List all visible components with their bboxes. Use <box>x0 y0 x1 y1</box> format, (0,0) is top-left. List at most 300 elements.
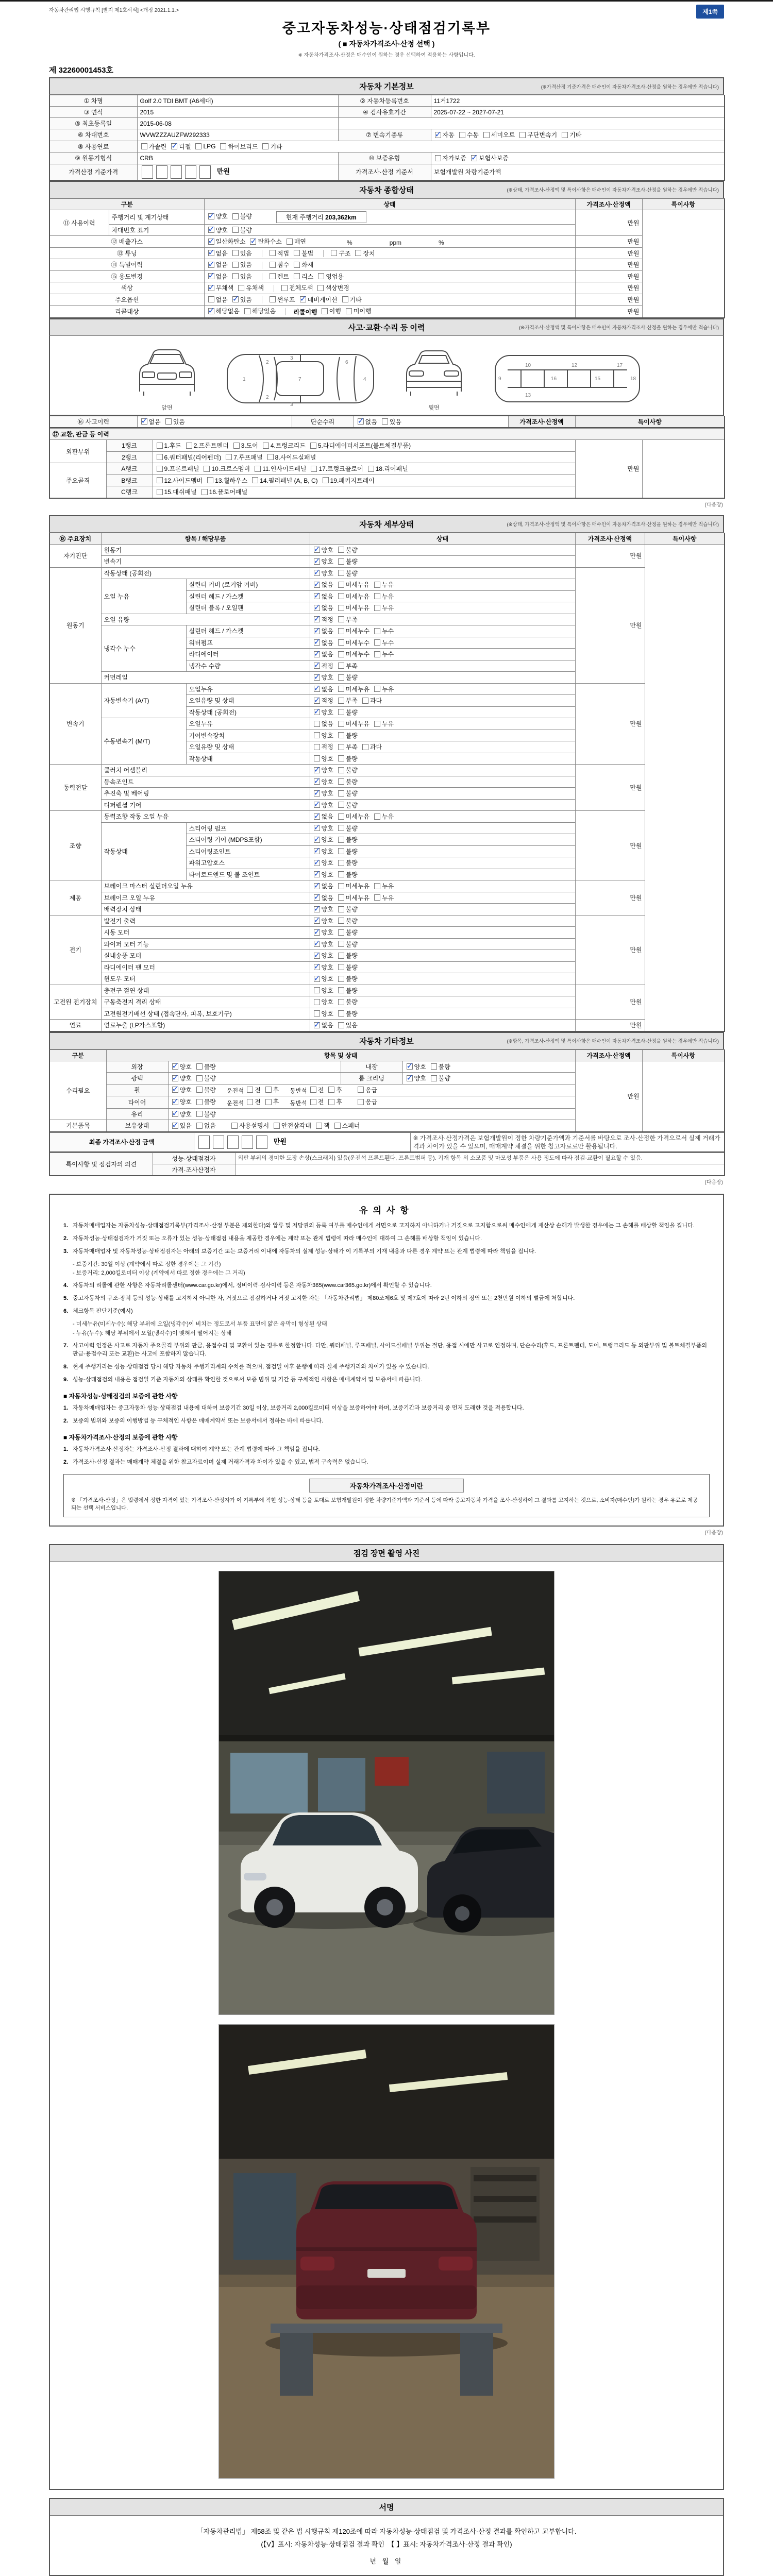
checkbox-option[interactable] <box>323 476 375 485</box>
unchecked-checkbox-icon[interactable] <box>338 848 344 854</box>
checkbox-option[interactable] <box>250 237 281 246</box>
unchecked-checkbox-icon[interactable] <box>157 443 163 449</box>
checked-checkbox-icon[interactable] <box>208 250 214 256</box>
checkbox-option[interactable] <box>208 283 234 292</box>
unchecked-checkbox-icon[interactable] <box>310 1087 316 1093</box>
checkbox-option[interactable] <box>314 766 333 774</box>
checkbox-option[interactable] <box>208 237 246 246</box>
unchecked-checkbox-icon[interactable] <box>322 308 328 314</box>
checkbox-option[interactable] <box>208 307 240 315</box>
checkbox-option[interactable] <box>562 130 581 139</box>
unchecked-checkbox-icon[interactable] <box>157 489 163 495</box>
checkbox-option[interactable] <box>196 1097 216 1106</box>
unchecked-checkbox-icon[interactable] <box>294 250 300 256</box>
checked-checkbox-icon[interactable] <box>314 547 320 553</box>
checkbox-option[interactable] <box>172 1062 192 1071</box>
unchecked-checkbox-icon[interactable] <box>459 132 465 138</box>
checkbox-option[interactable] <box>374 719 394 728</box>
checkbox-option[interactable] <box>338 974 358 983</box>
unchecked-checkbox-icon[interactable] <box>294 262 300 268</box>
checkbox-option[interactable] <box>157 441 181 450</box>
checkbox-option[interactable] <box>374 603 394 612</box>
unchecked-checkbox-icon[interactable] <box>157 477 163 483</box>
unchecked-checkbox-icon[interactable] <box>338 883 344 889</box>
checkbox-option[interactable] <box>238 283 264 292</box>
checkbox-option[interactable] <box>459 130 479 139</box>
checkbox-option[interactable] <box>265 1097 279 1106</box>
checkbox-option[interactable] <box>171 142 191 151</box>
checkbox-option[interactable] <box>274 1121 311 1130</box>
unchecked-checkbox-icon[interactable] <box>338 906 344 912</box>
unchecked-checkbox-icon[interactable] <box>338 837 344 843</box>
unchecked-checkbox-icon[interactable] <box>338 686 344 692</box>
checkbox-option[interactable] <box>247 1086 261 1094</box>
checkbox-option[interactable] <box>338 626 369 635</box>
checkbox-option[interactable] <box>338 650 369 658</box>
checked-checkbox-icon[interactable] <box>314 709 320 715</box>
unchecked-checkbox-icon[interactable] <box>310 1099 316 1105</box>
checkbox-option[interactable] <box>374 685 394 693</box>
checked-checkbox-icon[interactable] <box>407 1063 413 1070</box>
unchecked-checkbox-icon[interactable] <box>247 1087 253 1093</box>
checkbox-option[interactable] <box>374 638 394 647</box>
checkbox-option[interactable] <box>232 249 252 258</box>
checkbox-option[interactable] <box>338 812 369 821</box>
checkbox-option[interactable] <box>338 928 358 937</box>
checkbox-option[interactable] <box>314 592 333 601</box>
checkbox-option[interactable] <box>270 249 289 258</box>
unchecked-checkbox-icon[interactable] <box>226 454 232 460</box>
checkbox-option[interactable] <box>287 237 306 246</box>
checkbox-option[interactable] <box>338 673 358 682</box>
unchecked-checkbox-icon[interactable] <box>232 227 239 233</box>
checkbox-option[interactable] <box>226 453 262 462</box>
checkbox-option[interactable] <box>338 858 358 867</box>
checkbox-option[interactable] <box>157 453 222 462</box>
checked-checkbox-icon[interactable] <box>208 239 214 245</box>
checked-checkbox-icon[interactable] <box>314 570 320 576</box>
checkbox-option[interactable] <box>338 719 369 728</box>
checkbox-option[interactable] <box>300 295 338 304</box>
unchecked-checkbox-icon[interactable] <box>338 790 344 796</box>
checkbox-option[interactable] <box>314 951 333 960</box>
checkbox-option[interactable] <box>314 928 333 937</box>
checkbox-option[interactable] <box>232 212 252 221</box>
checkbox-option[interactable] <box>195 143 215 150</box>
unchecked-checkbox-icon[interactable] <box>374 628 380 634</box>
checkbox-option[interactable] <box>314 719 333 728</box>
checkbox-option[interactable] <box>338 801 358 809</box>
checkbox-option[interactable] <box>338 893 369 902</box>
checkbox-option[interactable] <box>338 882 369 890</box>
unchecked-checkbox-icon[interactable] <box>338 964 344 970</box>
unchecked-checkbox-icon[interactable] <box>374 639 380 646</box>
checkbox-option[interactable] <box>314 812 333 821</box>
unchecked-checkbox-icon[interactable] <box>431 1075 437 1081</box>
checkbox-option[interactable] <box>358 1086 377 1094</box>
unchecked-checkbox-icon[interactable] <box>314 732 320 738</box>
checkbox-option[interactable] <box>314 696 333 705</box>
checkbox-option[interactable] <box>483 130 515 139</box>
checkbox-option[interactable] <box>314 905 333 913</box>
unchecked-checkbox-icon[interactable] <box>338 918 344 924</box>
unchecked-checkbox-icon[interactable] <box>314 721 320 727</box>
checkbox-option[interactable] <box>207 476 247 485</box>
checkbox-option[interactable] <box>338 731 358 740</box>
checked-checkbox-icon[interactable] <box>172 1111 178 1117</box>
checkbox-option[interactable] <box>310 1086 324 1094</box>
unchecked-checkbox-icon[interactable] <box>265 1099 272 1105</box>
unchecked-checkbox-icon[interactable] <box>328 1087 334 1093</box>
checked-checkbox-icon[interactable] <box>172 1063 178 1070</box>
unchecked-checkbox-icon[interactable] <box>338 616 344 622</box>
unchecked-checkbox-icon[interactable] <box>338 953 344 959</box>
checked-checkbox-icon[interactable] <box>314 767 320 773</box>
unchecked-checkbox-icon[interactable] <box>338 744 344 750</box>
checked-checkbox-icon[interactable] <box>314 616 320 622</box>
unchecked-checkbox-icon[interactable] <box>338 605 344 611</box>
checkbox-option[interactable] <box>317 283 349 292</box>
unchecked-checkbox-icon[interactable] <box>435 155 441 161</box>
unchecked-checkbox-icon[interactable] <box>314 1010 320 1016</box>
unchecked-checkbox-icon[interactable] <box>314 987 320 993</box>
checked-checkbox-icon[interactable] <box>314 976 320 982</box>
checked-checkbox-icon[interactable] <box>314 918 320 924</box>
unchecked-checkbox-icon[interactable] <box>338 547 344 553</box>
checkbox-option[interactable] <box>338 1009 358 1018</box>
checkbox-option[interactable] <box>232 295 252 304</box>
unchecked-checkbox-icon[interactable] <box>374 582 380 588</box>
checkbox-option[interactable] <box>232 260 252 269</box>
checkbox-option[interactable] <box>314 557 333 566</box>
unchecked-checkbox-icon[interactable] <box>208 296 214 302</box>
checkbox-option[interactable] <box>196 1121 216 1130</box>
checked-checkbox-icon[interactable] <box>208 213 214 219</box>
checkbox-option[interactable] <box>368 464 408 473</box>
checkbox-option[interactable] <box>374 893 394 902</box>
checked-checkbox-icon[interactable] <box>471 155 477 161</box>
checkbox-option[interactable] <box>270 272 289 281</box>
checkbox-option[interactable] <box>338 986 358 995</box>
unchecked-checkbox-icon[interactable] <box>374 686 380 692</box>
checked-checkbox-icon[interactable] <box>172 1099 178 1105</box>
unchecked-checkbox-icon[interactable] <box>255 466 261 472</box>
unchecked-checkbox-icon[interactable] <box>317 285 324 291</box>
checkbox-option[interactable] <box>519 130 557 139</box>
unchecked-checkbox-icon[interactable] <box>374 814 380 820</box>
checkbox-option[interactable] <box>281 283 313 292</box>
checkbox-option[interactable] <box>314 626 333 635</box>
checked-checkbox-icon[interactable] <box>314 651 320 657</box>
checkbox-option[interactable] <box>265 1086 279 1094</box>
unchecked-checkbox-icon[interactable] <box>338 814 344 820</box>
checkbox-option[interactable] <box>208 295 228 304</box>
checkbox-option[interactable] <box>314 650 333 658</box>
checkbox-option[interactable] <box>338 603 369 612</box>
unchecked-checkbox-icon[interactable] <box>338 721 344 727</box>
checked-checkbox-icon[interactable] <box>300 296 306 302</box>
checkbox-option[interactable] <box>157 487 197 496</box>
checkbox-option[interactable] <box>294 249 313 258</box>
checkbox-option[interactable] <box>314 546 333 554</box>
checkbox-option[interactable] <box>338 696 358 705</box>
unchecked-checkbox-icon[interactable] <box>196 1111 203 1117</box>
checkbox-option[interactable] <box>294 260 313 269</box>
checkbox-option[interactable] <box>471 154 509 162</box>
unchecked-checkbox-icon[interactable] <box>274 1123 280 1129</box>
checked-checkbox-icon[interactable] <box>208 273 214 279</box>
checkbox-option[interactable] <box>338 546 358 554</box>
checkbox-option[interactable] <box>314 615 333 624</box>
unchecked-checkbox-icon[interactable] <box>196 1087 203 1093</box>
unchecked-checkbox-icon[interactable] <box>338 755 344 761</box>
checked-checkbox-icon[interactable] <box>314 837 320 843</box>
checked-checkbox-icon[interactable] <box>314 894 320 901</box>
unchecked-checkbox-icon[interactable] <box>311 466 317 472</box>
checkbox-option[interactable] <box>172 1086 192 1094</box>
unchecked-checkbox-icon[interactable] <box>338 941 344 947</box>
checked-checkbox-icon[interactable] <box>314 1022 320 1028</box>
checkbox-option[interactable] <box>314 603 333 612</box>
checkbox-option[interactable] <box>382 417 401 426</box>
checked-checkbox-icon[interactable] <box>208 285 214 291</box>
unchecked-checkbox-icon[interactable] <box>196 1123 203 1129</box>
unchecked-checkbox-icon[interactable] <box>294 273 300 279</box>
checkbox-option[interactable] <box>314 1009 333 1018</box>
unchecked-checkbox-icon[interactable] <box>233 443 240 449</box>
unchecked-checkbox-icon[interactable] <box>338 871 344 877</box>
checked-checkbox-icon[interactable] <box>171 143 177 149</box>
unchecked-checkbox-icon[interactable] <box>355 250 361 256</box>
unchecked-checkbox-icon[interactable] <box>338 767 344 773</box>
checked-checkbox-icon[interactable] <box>208 262 214 268</box>
unchecked-checkbox-icon[interactable] <box>338 1022 344 1028</box>
checkbox-option[interactable] <box>314 801 333 809</box>
checked-checkbox-icon[interactable] <box>314 825 320 831</box>
checkbox-option[interactable] <box>311 464 363 473</box>
checkbox-option[interactable] <box>342 295 362 304</box>
unchecked-checkbox-icon[interactable] <box>232 250 239 256</box>
checked-checkbox-icon[interactable] <box>314 848 320 854</box>
checkbox-option[interactable] <box>314 638 333 647</box>
checkbox-option[interactable] <box>196 1062 216 1071</box>
checkbox-option[interactable] <box>233 441 258 450</box>
unchecked-checkbox-icon[interactable] <box>338 999 344 1005</box>
unchecked-checkbox-icon[interactable] <box>338 778 344 785</box>
unchecked-checkbox-icon[interactable] <box>362 698 368 704</box>
checkbox-option[interactable] <box>338 662 358 670</box>
checkbox-option[interactable] <box>208 212 228 221</box>
checkbox-option[interactable] <box>157 476 203 485</box>
unchecked-checkbox-icon[interactable] <box>346 308 352 314</box>
checkbox-option[interactable] <box>244 307 276 315</box>
checkbox-option[interactable] <box>314 882 333 890</box>
checkbox-option[interactable] <box>263 441 306 450</box>
checkbox-option[interactable] <box>310 1097 324 1106</box>
unchecked-checkbox-icon[interactable] <box>232 213 239 219</box>
checkbox-option[interactable] <box>262 142 282 151</box>
unchecked-checkbox-icon[interactable] <box>382 418 388 425</box>
checkbox-option[interactable] <box>346 307 372 315</box>
unchecked-checkbox-icon[interactable] <box>165 418 172 425</box>
checkbox-option[interactable] <box>314 824 333 833</box>
checkbox-option[interactable] <box>338 1021 358 1029</box>
checkbox-option[interactable] <box>231 1121 269 1130</box>
unchecked-checkbox-icon[interactable] <box>338 570 344 576</box>
checkbox-option[interactable] <box>338 615 358 624</box>
unchecked-checkbox-icon[interactable] <box>201 489 208 495</box>
checkbox-option[interactable] <box>208 260 228 269</box>
unchecked-checkbox-icon[interactable] <box>431 1063 437 1070</box>
checkbox-option[interactable] <box>358 417 377 426</box>
unchecked-checkbox-icon[interactable] <box>338 894 344 901</box>
checkbox-option[interactable] <box>314 893 333 902</box>
checkbox-option[interactable] <box>362 696 382 705</box>
checkbox-option[interactable] <box>338 685 369 693</box>
unchecked-checkbox-icon[interactable] <box>338 860 344 866</box>
unchecked-checkbox-icon[interactable] <box>310 443 316 449</box>
checked-checkbox-icon[interactable] <box>314 941 320 947</box>
checkbox-option[interactable] <box>314 731 333 740</box>
unchecked-checkbox-icon[interactable] <box>562 132 568 138</box>
checkbox-option[interactable] <box>294 272 313 281</box>
checkbox-option[interactable] <box>338 789 358 798</box>
unchecked-checkbox-icon[interactable] <box>252 477 258 483</box>
unchecked-checkbox-icon[interactable] <box>374 883 380 889</box>
checkbox-option[interactable] <box>318 272 344 281</box>
unchecked-checkbox-icon[interactable] <box>338 709 344 715</box>
checked-checkbox-icon[interactable] <box>314 790 320 796</box>
checkbox-option[interactable] <box>407 1062 426 1071</box>
checkbox-option[interactable] <box>314 789 333 798</box>
checked-checkbox-icon[interactable] <box>314 814 320 820</box>
unchecked-checkbox-icon[interactable] <box>196 1099 203 1105</box>
checked-checkbox-icon[interactable] <box>314 929 320 936</box>
unchecked-checkbox-icon[interactable] <box>374 605 380 611</box>
checkbox-option[interactable] <box>314 754 333 763</box>
checkbox-option[interactable] <box>172 1074 192 1082</box>
checkbox-option[interactable] <box>338 847 358 856</box>
checkbox-option[interactable] <box>267 453 316 462</box>
checkbox-option[interactable] <box>314 974 333 983</box>
unchecked-checkbox-icon[interactable] <box>338 929 344 936</box>
unchecked-checkbox-icon[interactable] <box>334 1123 341 1129</box>
checkbox-option[interactable] <box>358 1097 377 1106</box>
checkbox-option[interactable] <box>165 417 185 426</box>
checkbox-option[interactable] <box>316 1121 330 1130</box>
unchecked-checkbox-icon[interactable] <box>338 651 344 657</box>
checkbox-option[interactable] <box>196 1074 216 1082</box>
checkbox-option[interactable] <box>338 997 358 1006</box>
checkbox-option[interactable] <box>314 742 333 751</box>
unchecked-checkbox-icon[interactable] <box>338 698 344 704</box>
checked-checkbox-icon[interactable] <box>314 605 320 611</box>
unchecked-checkbox-icon[interactable] <box>157 466 163 472</box>
checkbox-option[interactable] <box>355 249 375 258</box>
checked-checkbox-icon[interactable] <box>314 558 320 565</box>
checked-checkbox-icon[interactable] <box>314 871 320 877</box>
checkbox-option[interactable] <box>338 835 358 844</box>
checkbox-option[interactable] <box>314 662 333 670</box>
checkbox-option[interactable] <box>338 951 358 960</box>
checkbox-option[interactable] <box>314 673 333 682</box>
unchecked-checkbox-icon[interactable] <box>338 558 344 565</box>
unchecked-checkbox-icon[interactable] <box>314 999 320 1005</box>
checkbox-option[interactable] <box>338 557 358 566</box>
checkbox-option[interactable] <box>338 963 358 972</box>
unchecked-checkbox-icon[interactable] <box>338 663 344 669</box>
checked-checkbox-icon[interactable] <box>208 308 214 314</box>
unchecked-checkbox-icon[interactable] <box>519 132 526 138</box>
unchecked-checkbox-icon[interactable] <box>265 1087 272 1093</box>
unchecked-checkbox-icon[interactable] <box>281 285 288 291</box>
unchecked-checkbox-icon[interactable] <box>331 250 337 256</box>
checkbox-option[interactable] <box>314 986 333 995</box>
checkbox-option[interactable] <box>338 917 358 925</box>
unchecked-checkbox-icon[interactable] <box>195 143 201 149</box>
checkbox-option[interactable] <box>435 130 455 139</box>
checkbox-option[interactable] <box>338 592 369 601</box>
checkbox-option[interactable] <box>196 1110 216 1118</box>
checkbox-option[interactable] <box>314 569 333 578</box>
checkbox-option[interactable] <box>252 476 317 485</box>
checkbox-option[interactable] <box>208 272 228 281</box>
checkbox-option[interactable] <box>338 754 358 763</box>
checked-checkbox-icon[interactable] <box>314 964 320 970</box>
unchecked-checkbox-icon[interactable] <box>244 308 250 314</box>
checkbox-option[interactable] <box>338 708 358 717</box>
unchecked-checkbox-icon[interactable] <box>186 443 192 449</box>
unchecked-checkbox-icon[interactable] <box>358 1099 364 1105</box>
checked-checkbox-icon[interactable] <box>314 628 320 634</box>
unchecked-checkbox-icon[interactable] <box>374 651 380 657</box>
checked-checkbox-icon[interactable] <box>172 1087 178 1093</box>
checked-checkbox-icon[interactable] <box>314 778 320 785</box>
checkbox-option[interactable] <box>374 650 394 658</box>
checkbox-option[interactable] <box>374 580 394 589</box>
unchecked-checkbox-icon[interactable] <box>267 454 274 460</box>
checkbox-option[interactable] <box>186 441 229 450</box>
unchecked-checkbox-icon[interactable] <box>141 143 147 149</box>
unchecked-checkbox-icon[interactable] <box>374 721 380 727</box>
checkbox-option[interactable] <box>247 1097 261 1106</box>
checked-checkbox-icon[interactable] <box>172 1123 178 1129</box>
unchecked-checkbox-icon[interactable] <box>338 732 344 738</box>
unchecked-checkbox-icon[interactable] <box>196 1075 203 1081</box>
checked-checkbox-icon[interactable] <box>208 227 214 233</box>
checked-checkbox-icon[interactable] <box>314 698 320 704</box>
checkbox-option[interactable] <box>196 1086 216 1094</box>
unchecked-checkbox-icon[interactable] <box>323 477 329 483</box>
checkbox-option[interactable] <box>374 626 394 635</box>
checked-checkbox-icon[interactable] <box>314 593 320 599</box>
unchecked-checkbox-icon[interactable] <box>270 262 276 268</box>
unchecked-checkbox-icon[interactable] <box>157 454 163 460</box>
checkbox-option[interactable] <box>338 824 358 833</box>
checkbox-option[interactable] <box>270 260 289 269</box>
checkbox-option[interactable] <box>270 295 295 304</box>
checkbox-option[interactable] <box>314 870 333 879</box>
checkbox-option[interactable] <box>314 917 333 925</box>
checked-checkbox-icon[interactable] <box>314 883 320 889</box>
checkbox-option[interactable] <box>141 142 167 151</box>
checkbox-option[interactable] <box>338 742 358 751</box>
unchecked-checkbox-icon[interactable] <box>483 132 490 138</box>
checkbox-option[interactable] <box>314 708 333 717</box>
unchecked-checkbox-icon[interactable] <box>338 582 344 588</box>
unchecked-checkbox-icon[interactable] <box>318 273 324 279</box>
checkbox-option[interactable] <box>338 940 358 948</box>
